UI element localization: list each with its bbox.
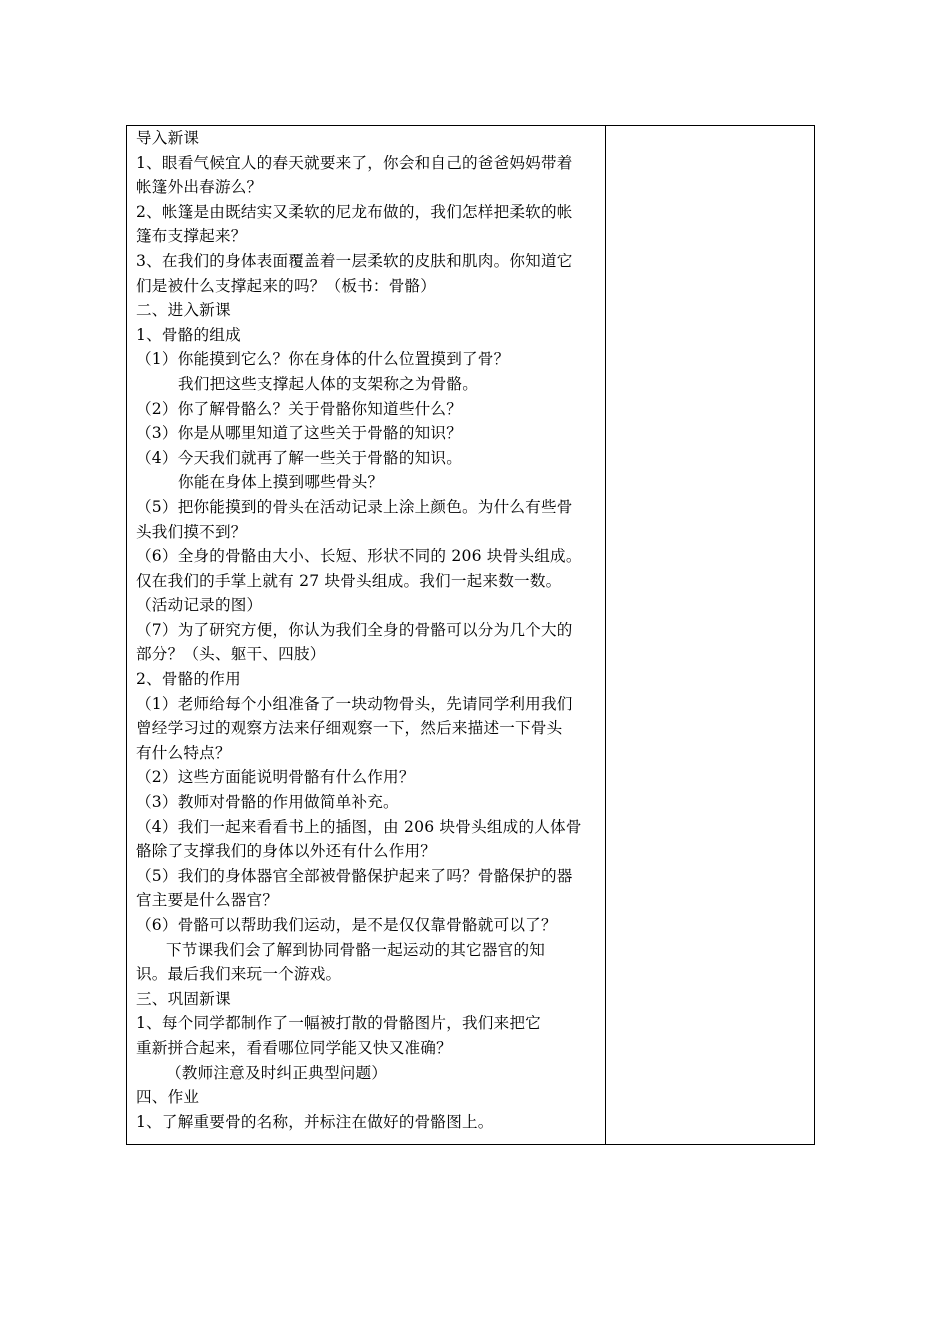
text-line: （1）你能摸到它么？你在身体的什么位置摸到了骨？ [136, 350, 510, 369]
text-line: 官主要是什么器官？ [136, 891, 279, 910]
text-line: 导入新课 [136, 129, 200, 147]
text-line: 重新拼合起来，看看哪位同学能又快又准确？ [136, 1038, 452, 1057]
text-line: 1、每个同学都制作了一幅被打散的骨骼图片，我们来把它 [136, 1014, 541, 1033]
text-line: 2、骨骼的作用 [136, 670, 241, 689]
text-line: 四、作业 [136, 1088, 200, 1107]
text-line: （教师注意及时纠正典型问题） [166, 1063, 388, 1082]
text-line: （4）我们一起来看看书上的插图，由 206 块骨头组成的人体骨 [136, 817, 582, 836]
text-line: 下节课我们会了解到协同骨骼一起运动的其它器官的知 [166, 940, 546, 959]
text-line: （4）今天我们就再了解一些关于骨骼的知识。 [136, 448, 462, 467]
text-line: 识。最后我们来玩一个游戏。 [136, 965, 342, 984]
text-line: （活动记录的图） [136, 596, 263, 615]
lesson-content-cell [136, 126, 598, 1134]
text-line: 1、了解重要骨的名称，并标注在做好的骨骼图上。 [136, 1112, 494, 1131]
text-line: （7）为了研究方便，你认为我们全身的骨骼可以分为几个大的 [136, 620, 573, 639]
text-line: 3、在我们的身体表面覆盖着一层柔软的皮肤和肌肉。你知道它 [136, 251, 573, 270]
text-line: （5）把你能摸到的骨头在活动记录上涂上颜色。为什么有些骨 [136, 497, 573, 516]
text-line: （2）这些方面能说明骨骼有什么作用？ [136, 768, 415, 787]
text-line: 们是被什么支撑起来的吗？（板书：骨骼） [136, 276, 437, 295]
text-line: 头我们摸不到？ [136, 522, 247, 541]
text-line: 你能在身体上摸到哪些骨头？ [178, 473, 384, 492]
text-line: （2）你了解骨骼么？关于骨骼你知道些什么？ [136, 399, 462, 418]
text-line: 我们把这些支撑起人体的支架称之为骨骼。 [178, 374, 479, 393]
text-line: （5）我们的身体器官全部被骨骼保护起来了吗？骨骼保护的器 [136, 866, 573, 885]
text-line: 三、巩固新课 [136, 989, 231, 1008]
text-line: 1、骨骼的组成 [136, 325, 241, 344]
text-line: （6）全身的骨骼由大小、长短、形状不同的 206 块骨头组成。 [136, 547, 582, 566]
text-line: 2、帐篷是由既结实又柔软的尼龙布做的，我们怎样把柔软的帐 [136, 202, 573, 221]
text-line: 1、眼看气候宜人的春天就要来了，你会和自己的爸爸妈妈带着 [136, 153, 573, 172]
text-line: 有什么特点？ [136, 743, 231, 762]
text-line: 曾经学习过的观察方法来仔细观察一下，然后来描述一下骨头 [136, 719, 563, 738]
notes-cell-empty [606, 126, 815, 1144]
text-line: 骼除了支撑我们的身体以外还有什么作用？ [136, 842, 437, 861]
text-line: 帐篷外出春游么？ [136, 178, 263, 197]
text-line: 仅在我们的手掌上就有 27 块骨头组成。我们一起来数一数。 [136, 571, 562, 590]
text-line: 部分？（头、躯干、四肢） [136, 645, 326, 664]
text-line: （3）教师对骨骼的作用做简单补充。 [136, 793, 399, 812]
text-line: （1）老师给每个小组准备了一块动物骨头，先请同学利用我们 [136, 694, 573, 713]
lesson-plan-table [126, 125, 815, 1145]
text-line: 二、进入新课 [136, 301, 231, 320]
text-line: （3）你是从哪里知道了这些关于骨骼的知识？ [136, 424, 462, 443]
text-line: 篷布支撑起来？ [136, 227, 247, 246]
text-line: （6）骨骼可以帮助我们运动，是不是仅仅靠骨骼就可以了？ [136, 916, 557, 934]
